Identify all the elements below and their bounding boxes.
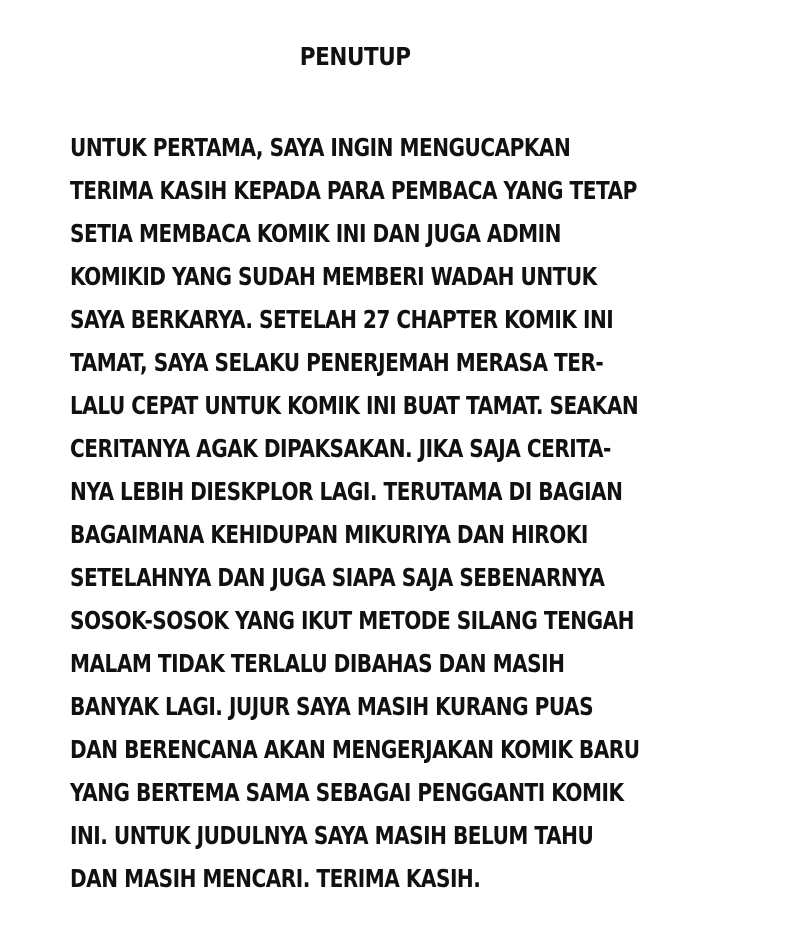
- paragraph-line: SAYA BERKARYA. SETELAH 27 CHAPTER KOMIK INI: [70, 305, 614, 334]
- paragraph-line: KOMIKID YANG SUDAH MEMBERI WADAH UNTUK: [70, 262, 597, 291]
- paragraph-line: BAGAIMANA KEHIDUPAN MIKURIYA DAN HIROKI: [70, 520, 588, 549]
- paragraph-line: YANG BERTEMA SAMA SEBAGAI PENGGANTI KOMIK: [70, 778, 624, 807]
- paragraph-line: DAN MASIH MENCARI. TERIMA KASIH.: [70, 864, 481, 893]
- paragraph-line: LALU CEPAT UNTUK KOMIK INI BUAT TAMAT. SEAKAN: [70, 391, 639, 420]
- paragraph-line: BANYAK LAGI. JUJUR SAYA MASIH KURANG PUAS: [70, 692, 594, 721]
- page-title: PENUTUP: [299, 42, 411, 71]
- paragraph-line: MALAM TIDAK TERLALU DIBAHAS DAN MASIH: [70, 649, 565, 678]
- paragraph-line: SETIA MEMBACA KOMIK INI DAN JUGA ADMIN: [70, 219, 561, 248]
- paragraph-line: TERIMA KASIH KEPADA PARA PEMBACA YANG TETAP: [70, 176, 637, 205]
- paragraph-line: SOSOK-SOSOK YANG IKUT METODE SILANG TENGAH: [70, 606, 635, 635]
- paragraph-line: UNTUK PERTAMA, SAYA INGIN MENGUCAPKAN: [70, 133, 571, 162]
- paragraph-line: TAMAT, SAYA SELAKU PENERJEMAH MERASA TER-: [70, 348, 604, 377]
- paragraph-line: CERITANYA AGAK DIPAKSAKAN. JIKA SAJA CERITA-: [70, 434, 611, 463]
- paragraph-line: INI. UNTUK JUDULNYA SAYA MASIH BELUM TAHU: [70, 821, 594, 850]
- closing-paragraph: [70, 126, 765, 900]
- paragraph-line: NYA LEBIH DIESKPLOR LAGI. TERUTAMA DI BAGIAN: [70, 477, 623, 506]
- paragraph-line: DAN BERENCANA AKAN MENGERJAKAN KOMIK BARU: [70, 735, 640, 764]
- paragraph-line: SETELAHNYA DAN JUGA SIAPA SAJA SEBENARNYA: [70, 563, 605, 592]
